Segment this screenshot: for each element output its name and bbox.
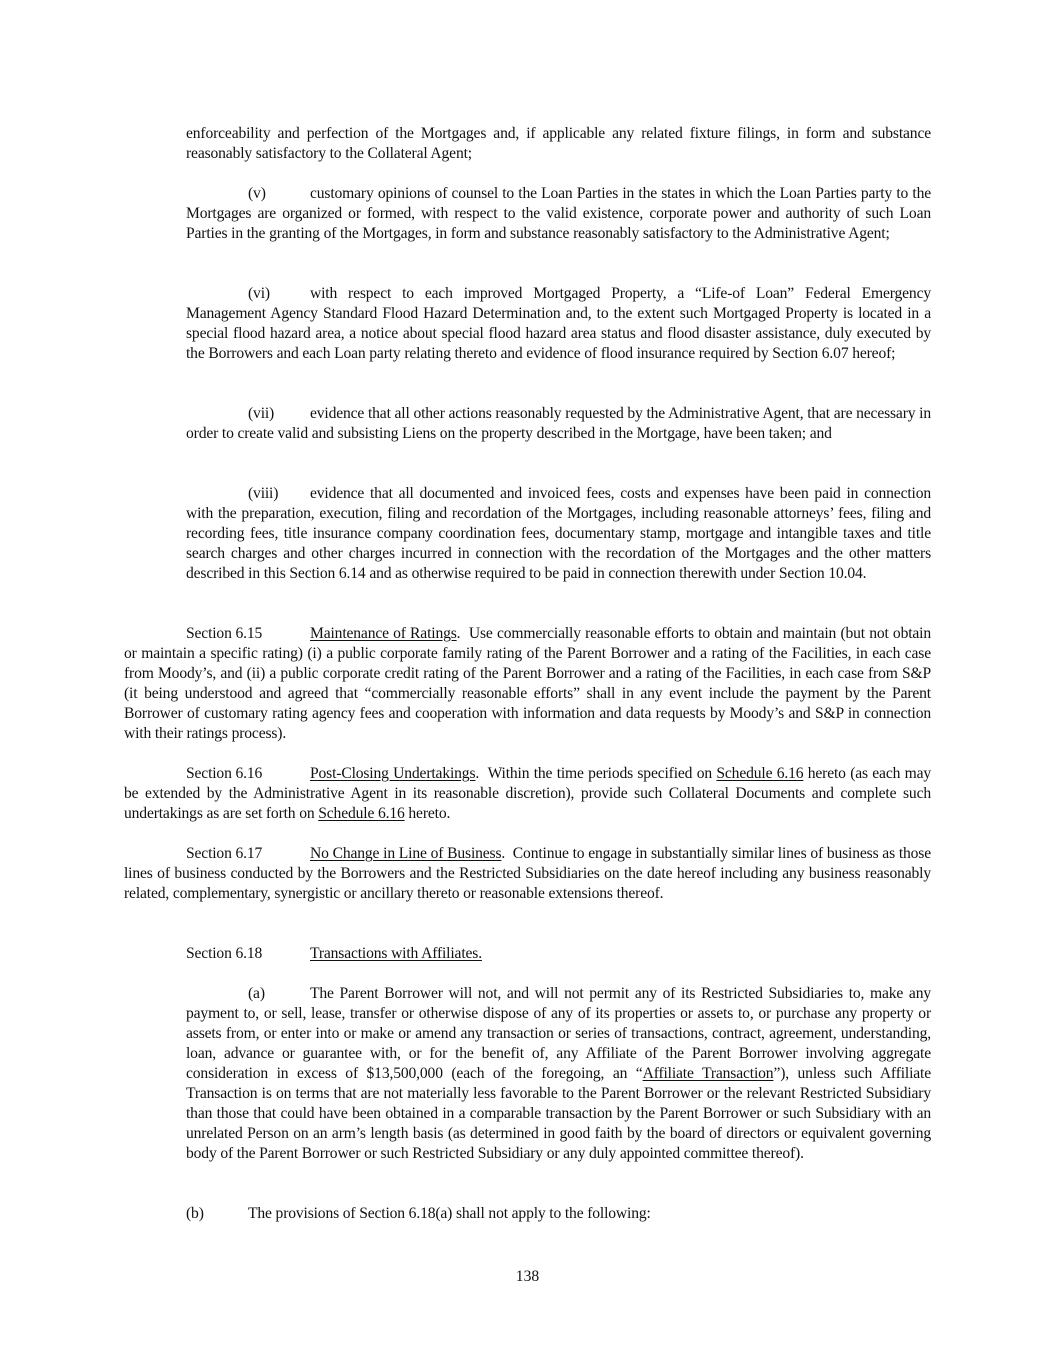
subsection-6-18-b xyxy=(186,1204,931,1224)
section-6-17 xyxy=(124,844,931,904)
item-vi xyxy=(186,284,931,364)
item-viii xyxy=(186,484,931,584)
subsection-text: The Parent Borrower will not, and will not permit any of its Restricted Subsidiaries to, make any payment to, or sell, lease, transfer or otherwise dispose of any of its properties or assets to, or purchase any property or assets from, or enter into or make or amend any transaction or series of transactions, contract, agreement, understanding, loan, advance or guarantee with, or for the benefit of, any Affiliate of the Parent Borrower involving aggregate consideration in excess of $13,500,000 (each of the foregoing, an “ xyxy=(186,985,931,1082)
section-text: Continue to engage in substantially similar lines of business as those lines of business conducted by the Borrowers and the Restricted Subsidiaries on the date hereof including any business reasonably related, complementary, synergistic or ancillary thereto or reasonable extensions thereof. xyxy=(124,845,931,902)
schedule-link[interactable]: Schedule 6.16 xyxy=(716,765,804,782)
section-text: hereto. xyxy=(408,805,451,822)
item-v xyxy=(186,184,931,244)
section-number: Section 6.15 xyxy=(186,625,263,642)
defined-term: Affiliate Transaction xyxy=(642,1065,774,1082)
title-period: . xyxy=(475,765,480,782)
section-title: Post-Closing Undertakings xyxy=(310,765,476,782)
title-period: . xyxy=(456,625,461,642)
subsection-text: ”), unless such Affiliate Transaction is on terms that are not materially less favorable to the Parent Borrower or the relevant Restricted Subsidiary than those that could have been obtained in a comparable transaction by the Parent Borrower or such Subsidiary with an unrelated Person on an arm’s length basis (as determined in good faith by the board of directors or equivalent governing body of the Parent Borrower or such Restricted Subsidiary or any duly appointed committee thereof). xyxy=(186,1065,932,1162)
section-6-15 xyxy=(124,624,931,744)
continuation-paragraph xyxy=(186,124,931,164)
item-label: (vii) xyxy=(248,405,275,422)
item-vii xyxy=(186,404,931,444)
paragraph-text: enforceability and perfection of the Mortgages and, if applicable any related fixture filings, in form and substance reasonably satisfactory to the Collateral Agent; xyxy=(186,125,931,162)
subsection-label: (b) xyxy=(186,1205,204,1222)
section-title: Transactions with Affiliates. xyxy=(310,945,482,962)
section-6-18-heading xyxy=(186,944,931,964)
section-text: hereto (as each may be extended by the Administrative Agent in its reasonable discretion), provide such Collateral Documents and complete such undertakings as are set forth on xyxy=(124,765,932,822)
section-number: Section 6.16 xyxy=(186,765,263,782)
item-label: (vi) xyxy=(248,285,270,302)
section-title: Maintenance of Ratings xyxy=(310,625,457,642)
subsection-6-18-a xyxy=(186,984,931,1164)
item-text: evidence that all other actions reasonably requested by the Administrative Agent, that are necessary in order to create valid and subsisting Liens on the property described in the Mortgage, have been taken; and xyxy=(186,405,931,442)
section-title: No Change in Line of Business xyxy=(310,845,502,862)
schedule-link[interactable]: Schedule 6.16 xyxy=(318,805,405,822)
section-number: Section 6.17 xyxy=(186,845,263,862)
page-number: 138 xyxy=(515,1268,540,1285)
item-label: (viii) xyxy=(248,485,279,502)
section-6-16 xyxy=(124,764,931,824)
item-text: with respect to each improved Mortgaged Property, a “Life-of Loan” Federal Emergency Management Agency Standard Flood Hazard Determination and, to the extent such Mortgaged Property is located in a special flood hazard area, a notice about special flood hazard area status and flood disaster assistance, duly executed by the Borrowers and each Loan party relating thereto and evidence of flood insurance required by Section 6.07 hereof; xyxy=(186,285,931,362)
subsection-label: (a) xyxy=(248,985,265,1002)
item-text: evidence that all documented and invoiced fees, costs and expenses have been paid in connection with the preparation, execution, filing and recordation of the Mortgages, including reasonable attorneys’ fees, filing and recording fees, title insurance company coordination fees, documentary stamp, mortgage and intangible taxes and title search charges and other charges incurred in connection with the recordation of the Mortgages and the other matters described in this Section 6.14 and as otherwise required to be paid in connection therewith under Section 10.04. xyxy=(186,485,931,582)
subsection-text: The provisions of Section 6.18(a) shall not apply to the following: xyxy=(248,1205,651,1222)
section-text: Use commercially reasonable efforts to obtain and maintain (but not obtain or maintain a specific rating) (i) a public corporate family rating of the Parent Borrower and a rating of the Facilities, in each case from Moody’s, and (ii) a public corporate credit rating of the Parent Borrower and a rating of the Facilities, in each case from S&P (it being understood and agreed that “commercially reasonable efforts” shall in any event include the payment by the Parent Borrower of customary rating agency fees and cooperation with information and data requests by Moody’s and S&P in connection with their ratings process). xyxy=(124,625,932,742)
title-period: . xyxy=(501,845,506,862)
item-text: customary opinions of counsel to the Loan Parties in the states in which the Loan Parties party to the Mortgages are organized or formed, with respect to the valid existence, corporate power and authority of such Loan Parties in the granting of the Mortgages, in form and substance reasonably satisfactory to the Administrative Agent; xyxy=(186,185,931,242)
item-label: (v) xyxy=(248,185,266,202)
section-text: Within the time periods specified on xyxy=(487,765,712,782)
section-number: Section 6.18 xyxy=(186,945,263,962)
